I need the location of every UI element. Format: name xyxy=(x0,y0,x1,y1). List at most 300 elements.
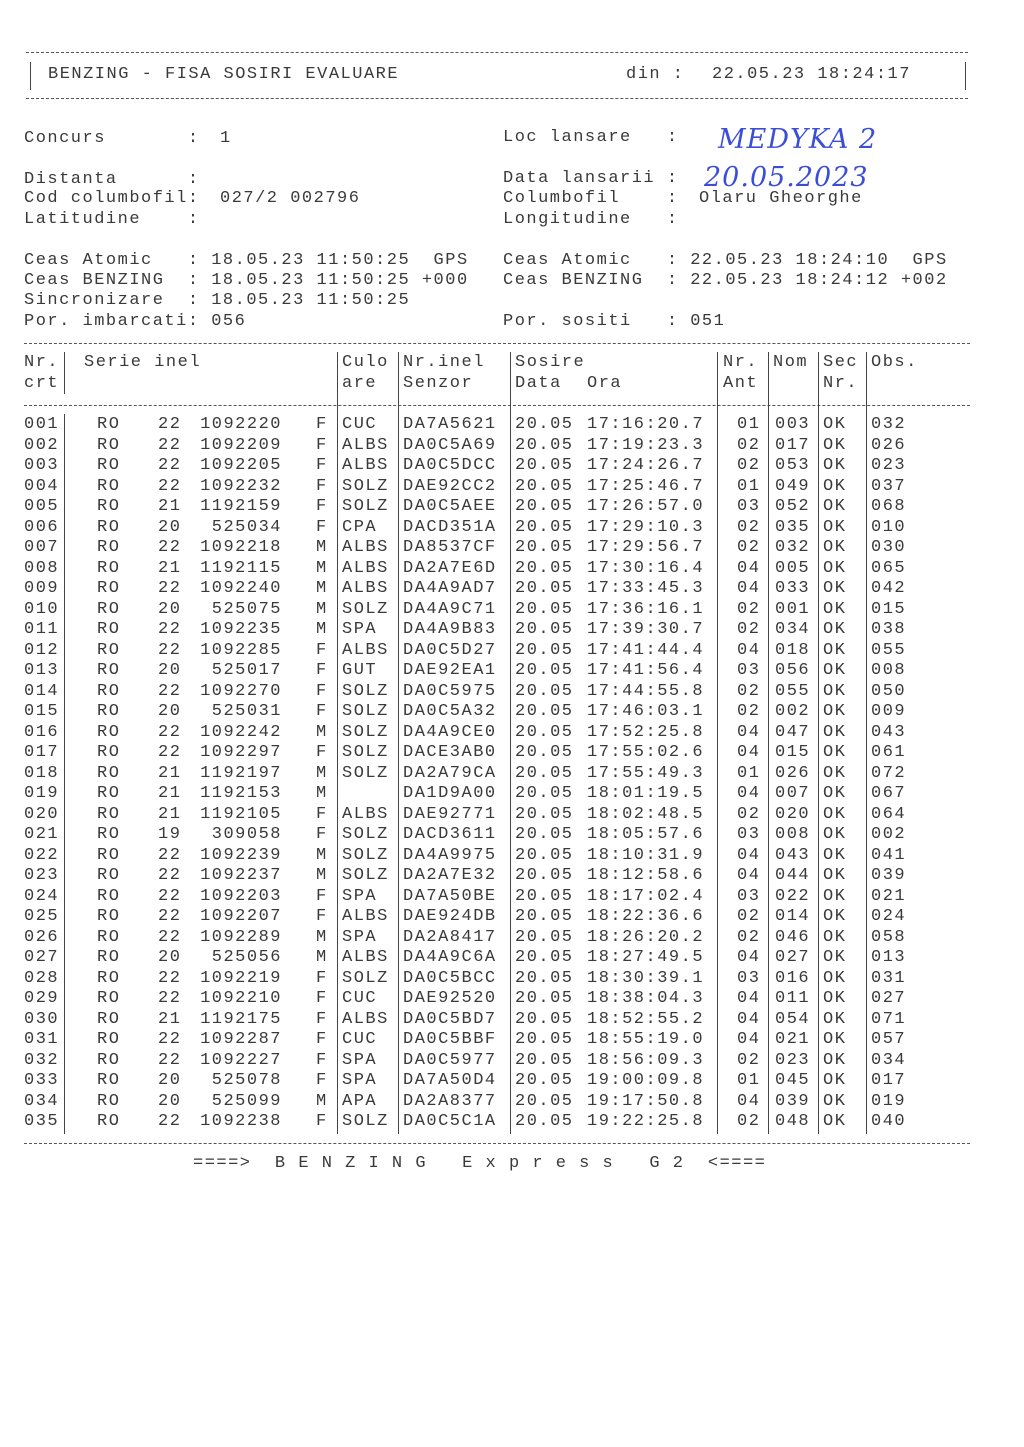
row-nom: 034 xyxy=(775,620,811,639)
row-ant: 04 xyxy=(737,845,761,865)
row-color: SOLZ xyxy=(342,845,389,865)
row-sensor: DAE92CC2 xyxy=(403,476,497,496)
row-year: 20 xyxy=(158,599,182,619)
table-row xyxy=(0,620,1024,640)
row-year: 22 xyxy=(158,722,182,742)
row-nom: 002 xyxy=(775,702,811,721)
row-sex: F xyxy=(316,681,328,701)
row-sex: F xyxy=(316,435,328,455)
row-sec: OK xyxy=(823,1050,847,1070)
row-date: 20.05 xyxy=(515,763,574,783)
row-nom: 008 xyxy=(775,825,811,844)
row-nr: 013 xyxy=(24,661,60,680)
row-sec: OK xyxy=(823,722,847,742)
col-sosire: Sosire xyxy=(515,353,586,372)
row-sex: M xyxy=(316,722,328,742)
row-obs: 057 xyxy=(871,1030,907,1049)
row-color: ALBS xyxy=(342,907,389,926)
row-country: RO xyxy=(97,517,121,537)
row-nr: 021 xyxy=(24,825,60,844)
row-sensor: DA4A9AD7 xyxy=(403,579,497,598)
row-time: 17:29:56.7 xyxy=(587,538,705,557)
row-time: 18:55:19.0 xyxy=(587,1030,705,1049)
ceas-benzing-start: Ceas BENZING : 18.05.23 11:50:25 +000 xyxy=(24,271,469,290)
title-bottom-rule xyxy=(26,98,968,99)
row-time: 17:16:20.7 xyxy=(587,415,705,434)
row-ant: 02 xyxy=(737,517,761,537)
row-date: 20.05 xyxy=(515,517,574,537)
row-year: 22 xyxy=(158,927,182,947)
row-ring: 1092240 xyxy=(200,579,282,598)
table-row xyxy=(0,989,1024,1009)
row-country: RO xyxy=(97,866,121,885)
row-ant: 01 xyxy=(737,1071,761,1090)
row-sec: OK xyxy=(823,784,847,803)
col-culoare-1: Culo xyxy=(342,353,389,372)
row-sex: M xyxy=(316,948,328,967)
row-nom: 003 xyxy=(775,415,811,434)
row-color: SOLZ xyxy=(342,763,389,783)
row-ring: 1092227 xyxy=(200,1050,282,1070)
table-row xyxy=(0,723,1024,743)
row-obs: 055 xyxy=(871,640,907,660)
row-country: RO xyxy=(97,948,121,967)
table-row xyxy=(0,456,1024,476)
row-ant: 01 xyxy=(737,763,761,783)
row-ring: 1092270 xyxy=(200,681,282,701)
row-color: SPA xyxy=(342,927,378,947)
row-sec: OK xyxy=(823,1009,847,1029)
row-sensor: DA2A7E6D xyxy=(403,558,497,578)
row-nr: 018 xyxy=(24,763,60,783)
row-color: SOLZ xyxy=(342,681,389,701)
row-color: SOLZ xyxy=(342,1112,389,1131)
table-row xyxy=(0,559,1024,579)
row-sensor: DA4A9CE0 xyxy=(403,722,497,742)
table-row xyxy=(0,415,1024,435)
row-nr: 023 xyxy=(24,866,60,885)
row-ring: 1192153 xyxy=(200,784,282,803)
row-ring: 1092242 xyxy=(200,722,282,742)
table-row xyxy=(0,764,1024,784)
row-nom: 021 xyxy=(775,1030,811,1049)
col-obs: Obs. xyxy=(871,353,918,372)
col-nom: Nom xyxy=(773,353,809,372)
table-row xyxy=(0,907,1024,927)
table-row xyxy=(0,948,1024,968)
loc-lansare-handwritten: MEDYKA 2 xyxy=(718,124,878,155)
row-time: 18:56:09.3 xyxy=(587,1050,705,1070)
row-year: 22 xyxy=(158,640,182,660)
row-nr: 015 xyxy=(24,702,60,721)
row-year: 22 xyxy=(158,620,182,639)
row-sensor: DA0C5BD7 xyxy=(403,1009,497,1029)
title-top-rule xyxy=(26,52,968,53)
table-row xyxy=(0,702,1024,722)
columbofil-value: Olaru Gheorghe xyxy=(699,189,863,208)
row-ant: 04 xyxy=(737,866,761,885)
row-nom: 053 xyxy=(775,456,811,475)
row-country: RO xyxy=(97,1112,121,1131)
row-nom: 023 xyxy=(775,1050,811,1070)
row-sec: OK xyxy=(823,640,847,660)
row-country: RO xyxy=(97,702,121,721)
longitudine-label: Longitudine : xyxy=(503,210,679,229)
row-sec: OK xyxy=(823,866,847,885)
row-color: CUC xyxy=(342,989,378,1008)
row-time: 17:29:10.3 xyxy=(587,517,705,537)
row-obs: 038 xyxy=(871,620,907,639)
row-color: ALBS xyxy=(342,538,389,557)
table-row xyxy=(0,969,1024,989)
col-data: Data xyxy=(515,374,562,393)
row-ring: 1192159 xyxy=(200,497,282,516)
row-nom: 043 xyxy=(775,845,811,865)
row-date: 20.05 xyxy=(515,1050,574,1070)
table-row xyxy=(0,743,1024,763)
porumbei-sositi: Por. sositi : 051 xyxy=(503,312,726,331)
row-color: GUT xyxy=(342,661,378,680)
row-sec: OK xyxy=(823,948,847,967)
row-ant: 02 xyxy=(737,456,761,475)
row-time: 19:22:25.8 xyxy=(587,1112,705,1131)
row-country: RO xyxy=(97,599,121,619)
row-time: 17:46:03.1 xyxy=(587,702,705,721)
row-sensor: DA0C5BBF xyxy=(403,1030,497,1049)
row-time: 18:17:02.4 xyxy=(587,886,705,906)
row-nr: 014 xyxy=(24,681,60,701)
row-obs: 072 xyxy=(871,763,907,783)
row-ring: 1192115 xyxy=(200,558,282,578)
row-date: 20.05 xyxy=(515,661,574,680)
row-obs: 037 xyxy=(871,476,907,496)
row-obs: 019 xyxy=(871,1091,907,1111)
row-ant: 03 xyxy=(737,497,761,516)
row-nom: 045 xyxy=(775,1071,811,1090)
row-ring: 1092203 xyxy=(200,886,282,906)
row-nom: 035 xyxy=(775,517,811,537)
row-time: 17:44:55.8 xyxy=(587,681,705,701)
row-nom: 052 xyxy=(775,497,811,516)
row-nr: 017 xyxy=(24,743,60,762)
table-row xyxy=(0,928,1024,948)
row-ring: 1092297 xyxy=(200,743,282,762)
row-time: 17:25:46.7 xyxy=(587,476,705,496)
row-country: RO xyxy=(97,989,121,1008)
table-row xyxy=(0,538,1024,558)
row-date: 20.05 xyxy=(515,1009,574,1029)
col-sec-2: Nr. xyxy=(823,374,859,393)
row-country: RO xyxy=(97,456,121,475)
row-obs: 008 xyxy=(871,661,907,680)
cod-columbofil-label: Cod columbofil: xyxy=(24,189,200,208)
row-nr: 031 xyxy=(24,1030,60,1049)
row-sex: M xyxy=(316,620,328,639)
row-ant: 03 xyxy=(737,968,761,988)
row-sensor: DA7A50BE xyxy=(403,886,497,906)
row-nr: 001 xyxy=(24,415,60,434)
ceas-benzing-end: Ceas BENZING : 22.05.23 18:24:12 +002 xyxy=(503,271,948,290)
row-date: 20.05 xyxy=(515,907,574,926)
row-year: 20 xyxy=(158,517,182,537)
row-sex: F xyxy=(316,702,328,721)
row-sex: F xyxy=(316,415,328,434)
row-ant: 02 xyxy=(737,1050,761,1070)
row-country: RO xyxy=(97,681,121,701)
table-row xyxy=(0,805,1024,825)
row-time: 18:38:04.3 xyxy=(587,989,705,1008)
row-year: 22 xyxy=(158,743,182,762)
row-obs: 031 xyxy=(871,968,907,988)
row-obs: 071 xyxy=(871,1009,907,1029)
row-time: 18:10:31.9 xyxy=(587,845,705,865)
row-sensor: DA7A50D4 xyxy=(403,1071,497,1090)
row-sex: M xyxy=(316,927,328,947)
row-date: 20.05 xyxy=(515,558,574,578)
row-time: 17:26:57.0 xyxy=(587,497,705,516)
row-year: 21 xyxy=(158,497,182,516)
col-sec-1: Sec xyxy=(823,353,859,372)
row-sec: OK xyxy=(823,558,847,578)
row-sex: F xyxy=(316,1030,328,1049)
ceas-atomic-end: Ceas Atomic : 22.05.23 18:24:10 GPS xyxy=(503,251,948,270)
row-sex: M xyxy=(316,558,328,578)
row-nom: 014 xyxy=(775,907,811,926)
row-ring: 525031 xyxy=(211,702,282,721)
row-country: RO xyxy=(97,927,121,947)
row-sec: OK xyxy=(823,497,847,516)
row-sec: OK xyxy=(823,804,847,824)
row-nr: 009 xyxy=(24,579,60,598)
row-nom: 015 xyxy=(775,743,811,762)
row-sensor: DA0C5A32 xyxy=(403,702,497,721)
row-country: RO xyxy=(97,476,121,496)
row-ring: 525017 xyxy=(211,661,282,680)
row-country: RO xyxy=(97,1009,121,1029)
row-sec: OK xyxy=(823,599,847,619)
row-sec: OK xyxy=(823,989,847,1008)
row-ring: 1192175 xyxy=(200,1009,282,1029)
data-lansarii-label: Data lansarii : xyxy=(503,169,679,188)
row-obs: 027 xyxy=(871,989,907,1008)
row-date: 20.05 xyxy=(515,681,574,701)
row-color: SPA xyxy=(342,1071,378,1090)
row-sex: F xyxy=(316,743,328,762)
row-nr: 007 xyxy=(24,538,60,557)
row-time: 17:33:45.3 xyxy=(587,579,705,598)
row-date: 20.05 xyxy=(515,948,574,967)
row-year: 22 xyxy=(158,989,182,1008)
report-date-label: din : xyxy=(626,65,685,84)
row-country: RO xyxy=(97,415,121,434)
row-color: ALBS xyxy=(342,804,389,824)
title-left-border xyxy=(30,62,31,90)
row-date: 20.05 xyxy=(515,886,574,906)
row-sec: OK xyxy=(823,681,847,701)
row-sec: OK xyxy=(823,415,847,434)
row-ring: 525075 xyxy=(211,599,282,619)
row-obs: 064 xyxy=(871,804,907,824)
cod-columbofil-value: 027/2 002796 xyxy=(220,189,361,208)
row-year: 22 xyxy=(158,1112,182,1131)
table-row xyxy=(0,887,1024,907)
row-sensor: DA0C5A69 xyxy=(403,435,497,455)
row-time: 17:55:49.3 xyxy=(587,763,705,783)
row-sensor: DA0C5DCC xyxy=(403,456,497,475)
row-country: RO xyxy=(97,743,121,762)
row-country: RO xyxy=(97,968,121,988)
row-ant: 02 xyxy=(737,538,761,557)
row-sensor: DA2A7E32 xyxy=(403,866,497,885)
row-nr: 026 xyxy=(24,927,60,947)
row-nr: 008 xyxy=(24,558,60,578)
row-sex: F xyxy=(316,1071,328,1090)
row-country: RO xyxy=(97,661,121,680)
row-sensor: DAE92EA1 xyxy=(403,661,497,680)
row-sensor: DA0C5977 xyxy=(403,1050,497,1070)
row-year: 22 xyxy=(158,415,182,434)
row-color: APA xyxy=(342,1091,378,1111)
row-nom: 046 xyxy=(775,927,811,947)
row-color: SOLZ xyxy=(342,825,389,844)
col-nr: Nr. xyxy=(24,353,60,372)
row-sex: F xyxy=(316,1112,328,1131)
row-sex: F xyxy=(316,804,328,824)
columbofil-label: Columbofil : xyxy=(503,189,679,208)
row-color: ALBS xyxy=(342,558,389,578)
row-color: SOLZ xyxy=(342,743,389,762)
row-ant: 02 xyxy=(737,1112,761,1131)
row-color: SPA xyxy=(342,620,378,639)
row-sex: F xyxy=(316,456,328,475)
row-country: RO xyxy=(97,640,121,660)
row-obs: 010 xyxy=(871,517,907,537)
row-nom: 032 xyxy=(775,538,811,557)
row-obs: 026 xyxy=(871,435,907,455)
row-nom: 011 xyxy=(775,989,811,1008)
col-nr-ant-2: Ant xyxy=(723,374,759,393)
row-ant: 02 xyxy=(737,907,761,926)
col-nr-inel: Nr.inel xyxy=(403,353,485,372)
row-nom: 055 xyxy=(775,681,811,701)
row-obs: 043 xyxy=(871,722,907,742)
row-year: 21 xyxy=(158,784,182,803)
row-sensor: DAE924DB xyxy=(403,907,497,926)
row-ring: 1192105 xyxy=(200,804,282,824)
row-nom: 022 xyxy=(775,886,811,906)
row-ant: 04 xyxy=(737,989,761,1008)
row-ant: 02 xyxy=(737,681,761,701)
row-year: 22 xyxy=(158,579,182,598)
row-ring: 1092235 xyxy=(200,620,282,639)
row-sec: OK xyxy=(823,517,847,537)
row-sensor: DA0C5C1A xyxy=(403,1112,497,1131)
row-year: 22 xyxy=(158,886,182,906)
row-time: 17:52:25.8 xyxy=(587,722,705,742)
col-crt: crt xyxy=(24,374,60,393)
row-obs: 023 xyxy=(871,456,907,475)
row-sec: OK xyxy=(823,927,847,947)
row-sec: OK xyxy=(823,825,847,844)
row-sensor: DA1D9A00 xyxy=(403,784,497,803)
row-sec: OK xyxy=(823,886,847,906)
row-country: RO xyxy=(97,538,121,557)
row-date: 20.05 xyxy=(515,968,574,988)
row-sensor: DA0C5D27 xyxy=(403,640,497,660)
row-nom: 039 xyxy=(775,1091,811,1111)
row-time: 19:00:09.8 xyxy=(587,1071,705,1090)
row-date: 20.05 xyxy=(515,538,574,557)
row-date: 20.05 xyxy=(515,804,574,824)
row-time: 17:30:16.4 xyxy=(587,558,705,578)
row-ring: 1092239 xyxy=(200,845,282,865)
row-country: RO xyxy=(97,497,121,516)
row-ant: 02 xyxy=(737,599,761,619)
row-sensor: DA8537CF xyxy=(403,538,497,557)
row-sex: F xyxy=(316,476,328,496)
table-row xyxy=(0,600,1024,620)
row-sex: F xyxy=(316,886,328,906)
row-country: RO xyxy=(97,722,121,742)
row-year: 22 xyxy=(158,968,182,988)
row-nom: 033 xyxy=(775,579,811,598)
row-date: 20.05 xyxy=(515,866,574,885)
row-color: SOLZ xyxy=(342,497,389,516)
data-lansarii-handwritten: 20.05.2023 xyxy=(704,162,869,193)
row-nom: 016 xyxy=(775,968,811,988)
row-ant: 04 xyxy=(737,784,761,803)
porumbei-imbarcati: Por. imbarcati: 056 xyxy=(24,312,247,331)
row-country: RO xyxy=(97,763,121,783)
row-nr: 032 xyxy=(24,1050,60,1070)
row-country: RO xyxy=(97,558,121,578)
row-ant: 01 xyxy=(737,415,761,434)
row-nom: 001 xyxy=(775,599,811,619)
row-sensor: DA4A9975 xyxy=(403,845,497,865)
row-sec: OK xyxy=(823,456,847,475)
row-nom: 017 xyxy=(775,435,811,455)
row-date: 20.05 xyxy=(515,825,574,844)
row-obs: 009 xyxy=(871,702,907,721)
row-country: RO xyxy=(97,845,121,865)
row-obs: 068 xyxy=(871,497,907,516)
col-senzor: Senzor xyxy=(403,374,474,393)
table-header-top-rule xyxy=(24,343,970,344)
row-sec: OK xyxy=(823,702,847,721)
row-color: ALBS xyxy=(342,456,389,475)
col-nr-ant-1: Nr. xyxy=(723,353,759,372)
row-color: CUC xyxy=(342,415,378,434)
row-sec: OK xyxy=(823,1091,847,1111)
row-color: ALBS xyxy=(342,640,389,660)
row-obs: 017 xyxy=(871,1071,907,1090)
row-sensor: DA0C5975 xyxy=(403,681,497,701)
row-color: CUC xyxy=(342,1030,378,1049)
row-ring: 1092232 xyxy=(200,476,282,496)
row-color: SPA xyxy=(342,1050,378,1070)
row-ant: 02 xyxy=(737,927,761,947)
row-country: RO xyxy=(97,1071,121,1090)
row-sensor: DA4A9C71 xyxy=(403,599,497,619)
row-nom: 048 xyxy=(775,1112,811,1131)
row-obs: 058 xyxy=(871,927,907,947)
row-color: SOLZ xyxy=(342,866,389,885)
row-sex: M xyxy=(316,1091,328,1111)
row-date: 20.05 xyxy=(515,845,574,865)
distanta-label: Distanta : xyxy=(24,170,200,189)
table-row xyxy=(0,1051,1024,1071)
row-year: 22 xyxy=(158,538,182,557)
